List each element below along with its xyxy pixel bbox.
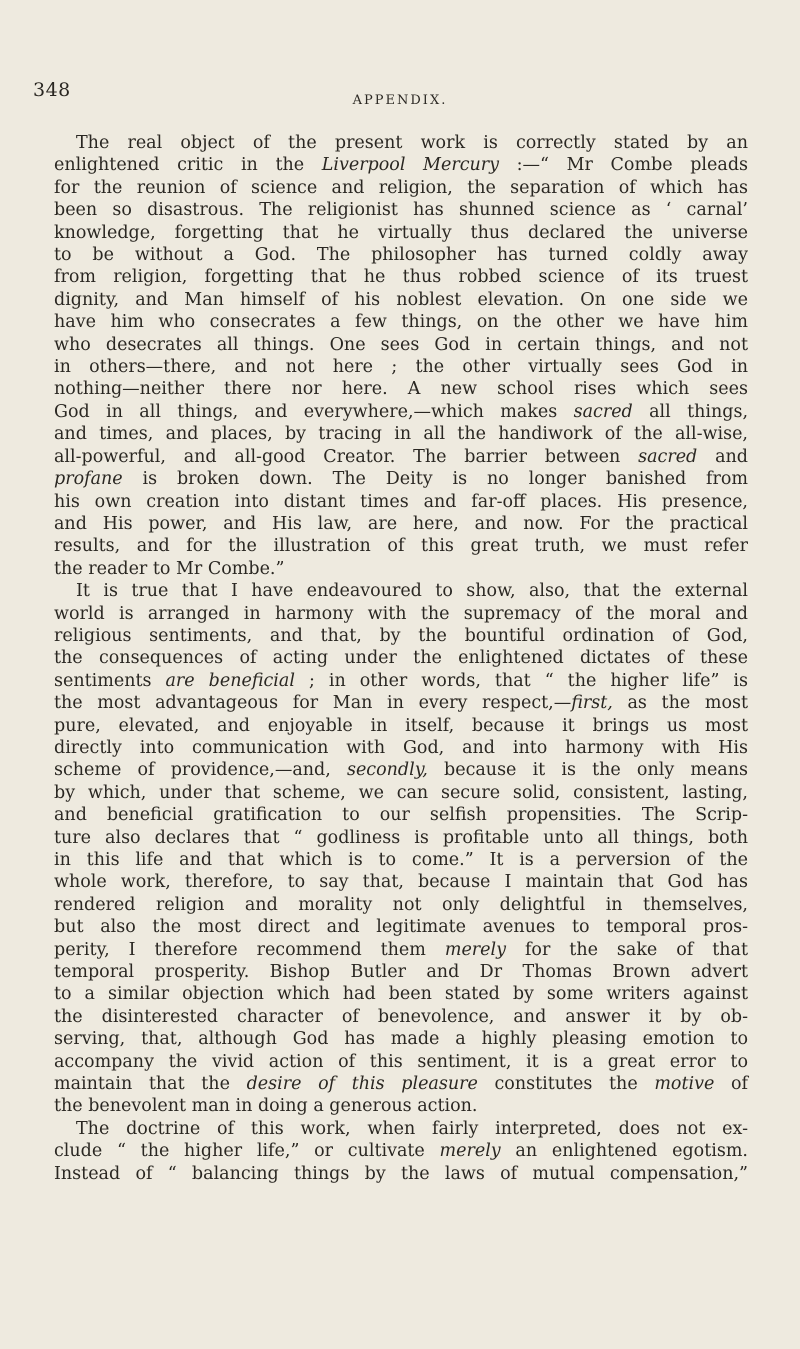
text-line: the consequences of acting under the enlightened dictates of these: [54, 648, 748, 669]
text-line: all-powerful, and all-good Creator. The barrier between sacred and: [54, 446, 748, 467]
text-line: The doctrine of this work, when fairly interpreted, does not ex-: [76, 1118, 748, 1139]
text-line: ture also declares that “ godliness is profitable unto all things, both: [54, 827, 748, 848]
text-line: scheme of providence,—and, secondly, because it is the only means: [54, 760, 748, 781]
text-line: It is true that I have endeavoured to show, also, that the external: [76, 581, 748, 602]
text-line: rendered religion and morality not only delightful in themselves,: [54, 894, 748, 915]
text-line: in this life and that which is to come.” It is a perversion of the: [54, 850, 748, 870]
text-line: the benevolent man in doing a generous action.: [54, 1096, 478, 1117]
text-line: serving, that, although God has made a highly pleasing emotion to: [54, 1029, 748, 1050]
text-line: been so disastrous. The religionist has shunned science as ‘ carnal’: [54, 200, 748, 221]
text-line: pure, elevated, and enjoyable in itself, because it brings us most: [54, 715, 748, 736]
text-line: and beneficial gratification to our selfish propensities. The Scrip-: [54, 805, 748, 826]
text-line: by which, under that scheme, we can secure solid, consistent, lasting,: [54, 782, 748, 803]
text-line: the most advantageous for Man in every respect,—first, as the most: [54, 693, 748, 714]
text-line: to be without a God. The philosopher has turned coldly away: [54, 245, 748, 266]
text-line: perity, I therefore recommend them merely for the sake of that: [54, 939, 748, 960]
text-line: the disinterested character of benevolence, and answer it by ob-: [54, 1006, 748, 1027]
text-line: world is arranged in harmony with the supremacy of the moral and: [54, 603, 748, 624]
page-number: 348: [33, 79, 71, 101]
text-line: dignity, and Man himself of his noblest elevation. On one side we: [54, 289, 748, 310]
text-line: to a similar objection which had been stated by some writers against: [54, 984, 748, 1005]
text-line: temporal prosperity. Bishop Butler and Dr Thomas Brown advert: [54, 962, 748, 983]
running-head: APPENDIX.: [352, 93, 448, 108]
text-line: results, and for the illustration of this great truth, we must refer: [54, 536, 748, 557]
text-line: who desecrates all things. One sees God in certain things, and not: [54, 334, 748, 355]
text-line: The real object of the present work is correctly stated by an: [76, 133, 748, 153]
text-line: directly into communication with God, and into harmony with His: [54, 737, 748, 758]
text-line: and times, and places, by tracing in all the handiwork of the all-wise,: [54, 424, 748, 445]
text-line: accompany the vivid action of this sentiment, it is a great error to: [54, 1051, 748, 1072]
text-line: enlightened critic in the Liverpool Mercury :—“ Mr Combe pleads: [54, 155, 748, 176]
text-line: sentiments are beneficial ; in other words, that “ the higher life” is: [54, 670, 748, 691]
text-line: clude “ the higher life,” or cultivate merely an enlightened egotism.: [54, 1141, 748, 1162]
text-line: have him who consecrates a few things, on the other we have him: [54, 312, 748, 333]
text-line: God in all things, and everywhere,—which makes sacred all things,: [54, 401, 749, 422]
text-line: for the reunion of science and religion, the separation of which has: [54, 177, 748, 198]
text-line: maintain that the desire of this pleasure constitutes the motive of: [54, 1074, 748, 1095]
text-line: but also the most direct and legitimate avenues to temporal pros-: [54, 917, 748, 938]
text-line: nothing—neither there nor here. A new school rises which sees: [54, 379, 748, 400]
text-line: Instead of “ balancing things by the laws of mutual compensation,”: [54, 1163, 748, 1184]
text-line: his own creation into distant times and far-off places. His presence,: [54, 491, 748, 512]
text-line: the reader to Mr Combe.”: [54, 558, 285, 579]
text-line: whole work, therefore, to say that, because I maintain that God has: [54, 872, 748, 893]
text-line: from religion, forgetting that he thus robbed science of its truest: [54, 267, 748, 288]
text-line: and His power, and His law, are here, and now. For the practical: [54, 513, 748, 534]
text-line: religious sentiments, and that, by the bountiful ordination of God,: [54, 625, 748, 646]
text-line: profane is broken down. The Deity is no longer banished from: [54, 469, 748, 490]
text-line: knowledge, forgetting that he virtually thus declared the universe: [54, 222, 748, 243]
body-text: [54, 132, 748, 1185]
text-line: in others—there, and not here ; the other virtually sees God in: [54, 357, 748, 378]
